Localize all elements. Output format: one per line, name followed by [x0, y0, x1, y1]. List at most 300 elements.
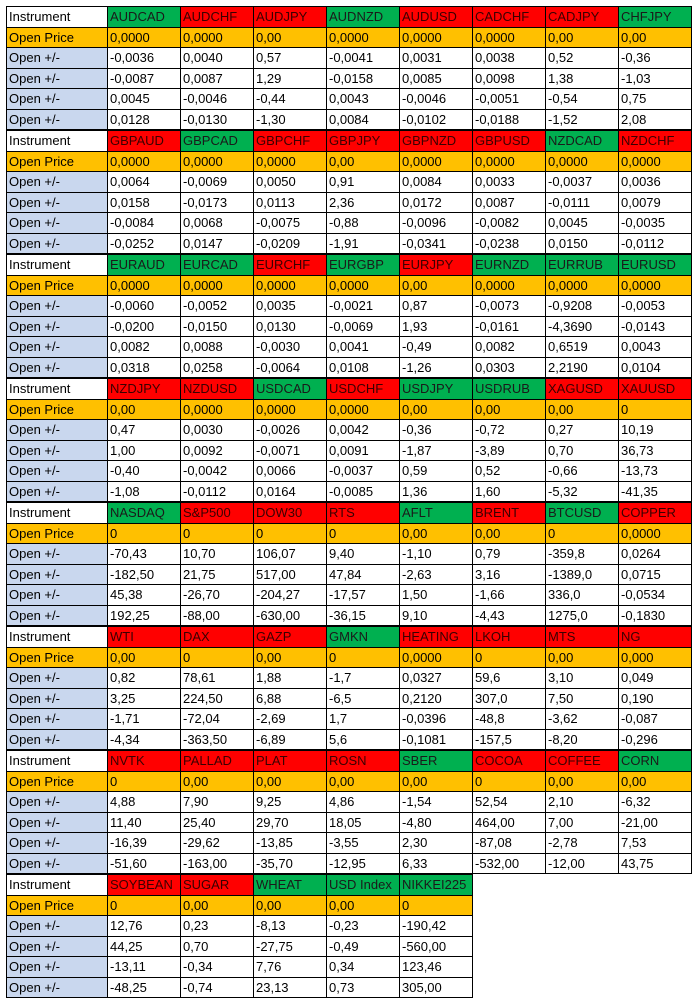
open-change-label: Open +/- — [7, 357, 108, 378]
empty-cell — [473, 957, 546, 978]
open-change-label: Open +/- — [7, 481, 108, 502]
open-change-value: 1275,0 — [546, 605, 619, 626]
open-change-value: -0,0035 — [619, 213, 692, 234]
open-change-value: -0,0102 — [400, 109, 473, 130]
open-change-value: -163,00 — [181, 853, 254, 874]
open-change-row — [7, 853, 692, 874]
open-price-value: 0,00 — [181, 895, 254, 916]
open-change-row — [7, 109, 692, 130]
open-change-value: -0,0534 — [619, 585, 692, 606]
instrument-label: Instrument — [7, 255, 108, 276]
open-change-value: 0,190 — [619, 688, 692, 709]
instrument-name-nasdaq: NASDAQ — [108, 503, 181, 524]
instrument-name-soybean: SOYBEAN — [108, 875, 181, 896]
open-change-value: 1,93 — [400, 316, 473, 337]
instrument-name-nzdchf: NZDCHF — [619, 131, 692, 152]
open-change-value: -87,08 — [473, 833, 546, 854]
open-change-value: 305,00 — [400, 977, 473, 998]
open-change-value: 0,70 — [181, 936, 254, 957]
empty-cell — [546, 916, 618, 937]
instrument-name-coffee: COFFEE — [546, 751, 619, 772]
open-change-value: -0,0046 — [181, 89, 254, 110]
open-price-value: 0 — [254, 523, 327, 544]
instrument-header-row — [7, 131, 692, 152]
open-change-value: -0,0112 — [619, 233, 692, 254]
open-change-row — [7, 936, 690, 957]
open-change-row — [7, 233, 692, 254]
empty-cell — [618, 916, 690, 937]
open-change-value: 2,10 — [546, 792, 619, 813]
open-change-row — [7, 48, 692, 69]
open-price-value: 0,00 — [108, 399, 181, 420]
open-change-value: 0,0303 — [473, 357, 546, 378]
open-price-value: 0,0000 — [181, 399, 254, 420]
instrument-name-usdchf: USDCHF — [327, 379, 400, 400]
open-change-value: -0,0396 — [400, 709, 473, 730]
open-change-row — [7, 357, 692, 378]
open-change-value: -3,89 — [473, 440, 546, 461]
open-change-row — [7, 440, 692, 461]
open-change-value: 106,07 — [254, 544, 327, 565]
open-change-label: Open +/- — [7, 440, 108, 461]
open-change-value: -0,0051 — [473, 89, 546, 110]
instrument-name-nzdcad: NZDCAD — [546, 131, 619, 152]
open-change-value: 0,0066 — [254, 461, 327, 482]
instrument-label: Instrument — [7, 751, 108, 772]
open-change-value: 0,2120 — [400, 688, 473, 709]
instrument-name-btcusd: BTCUSD — [546, 503, 619, 524]
open-price-value: 0,0000 — [619, 523, 692, 544]
open-change-label: Open +/- — [7, 605, 108, 626]
open-price-row — [7, 647, 692, 668]
open-change-value: -51,60 — [108, 853, 181, 874]
open-change-value: 7,50 — [546, 688, 619, 709]
open-change-value: -1,30 — [254, 109, 327, 130]
open-change-label: Open +/- — [7, 585, 108, 606]
open-change-value: 336,0 — [546, 585, 619, 606]
instrument-header-row — [7, 255, 692, 276]
open-change-value: -1,7 — [327, 668, 400, 689]
open-change-value: -0,49 — [327, 936, 400, 957]
open-price-value: 0,0000 — [619, 151, 692, 172]
open-change-value: -0,36 — [400, 420, 473, 441]
open-change-value: -0,0087 — [108, 68, 181, 89]
open-price-value: 0 — [473, 771, 546, 792]
open-change-value: -1,26 — [400, 357, 473, 378]
open-change-row — [7, 461, 692, 482]
instrument-name-euraud: EURAUD — [108, 255, 181, 276]
open-change-value: -70,43 — [108, 544, 181, 565]
open-change-value: 9,40 — [327, 544, 400, 565]
instrument-name-mts: MTS — [546, 627, 619, 648]
instrument-name-wti: WTI — [108, 627, 181, 648]
open-change-value: -16,39 — [108, 833, 181, 854]
instrument-name-gbpcad: GBPCAD — [181, 131, 254, 152]
open-change-label: Open +/- — [7, 668, 108, 689]
open-price-value: 0,00 — [181, 771, 254, 792]
open-change-row — [7, 544, 692, 565]
open-change-value: 0,79 — [473, 544, 546, 565]
open-change-value: 23,13 — [254, 977, 327, 998]
instrument-block — [6, 130, 692, 254]
open-change-value: -1,91 — [327, 233, 400, 254]
open-change-row — [7, 957, 690, 978]
empty-cell — [473, 916, 546, 937]
open-change-value: 0,91 — [327, 172, 400, 193]
open-price-value: 0,0000 — [327, 27, 400, 48]
open-change-value: 464,00 — [473, 812, 546, 833]
open-change-value: 52,54 — [473, 792, 546, 813]
open-change-value: 1,38 — [546, 68, 619, 89]
open-change-value: 6,88 — [254, 688, 327, 709]
open-price-value: 0 — [619, 399, 692, 420]
open-change-value: 2,08 — [619, 109, 692, 130]
instrument-name-gazp: GAZP — [254, 627, 327, 648]
open-change-value: 0,0318 — [108, 357, 181, 378]
open-change-value: 0,0035 — [254, 296, 327, 317]
open-change-row — [7, 337, 692, 358]
open-change-value: 0,0043 — [327, 89, 400, 110]
open-change-value: -0,0037 — [327, 461, 400, 482]
open-change-value: -0,0030 — [254, 337, 327, 358]
open-change-value: -0,0071 — [254, 440, 327, 461]
instrument-name-ng: NG — [619, 627, 692, 648]
instrument-name-cadchf: CADCHF — [473, 7, 546, 28]
open-price-value: 0 — [181, 523, 254, 544]
open-change-value: 123,46 — [400, 957, 473, 978]
open-change-value: -21,00 — [619, 812, 692, 833]
open-change-value: -17,57 — [327, 585, 400, 606]
empty-cell — [546, 977, 618, 998]
open-change-value: 9,25 — [254, 792, 327, 813]
open-change-row — [7, 833, 692, 854]
open-change-value: -0,0209 — [254, 233, 327, 254]
instrument-name-chfjpy: CHFJPY — [619, 7, 692, 28]
open-change-value: -0,23 — [327, 916, 400, 937]
open-change-value: -0,0064 — [254, 357, 327, 378]
open-change-value: -532,00 — [473, 853, 546, 874]
open-change-value: -157,5 — [473, 729, 546, 750]
instrument-name-xagusd: XAGUSD — [546, 379, 619, 400]
open-change-value: 12,76 — [108, 916, 181, 937]
open-change-value: 59,6 — [473, 668, 546, 689]
open-change-value: -0,0158 — [327, 68, 400, 89]
open-price-value: 0,0000 — [327, 399, 400, 420]
open-change-row — [7, 316, 692, 337]
open-price-label: Open Price — [7, 895, 108, 916]
open-change-label: Open +/- — [7, 812, 108, 833]
empty-cell — [473, 875, 546, 896]
open-change-label: Open +/- — [7, 337, 108, 358]
open-price-value: 0,00 — [546, 27, 619, 48]
open-change-value: 7,00 — [546, 812, 619, 833]
instrument-name-cocoa: COCOA — [473, 751, 546, 772]
open-price-value: 0,00 — [473, 399, 546, 420]
open-change-value: 29,70 — [254, 812, 327, 833]
open-change-value: -0,0082 — [473, 213, 546, 234]
instrument-name-audchf: AUDCHF — [181, 7, 254, 28]
open-price-value: 0,0000 — [181, 27, 254, 48]
open-change-row — [7, 192, 692, 213]
open-change-value: 0,0041 — [327, 337, 400, 358]
open-change-value: 0,0150 — [546, 233, 619, 254]
instrument-name-wheat: WHEAT — [254, 875, 327, 896]
open-change-value: 0,0327 — [400, 668, 473, 689]
open-change-value: 2,36 — [327, 192, 400, 213]
open-price-row — [7, 151, 692, 172]
open-change-value: -0,44 — [254, 89, 327, 110]
open-change-value: -6,5 — [327, 688, 400, 709]
instrument-name-nzdjpy: NZDJPY — [108, 379, 181, 400]
open-price-value: 0,0000 — [254, 275, 327, 296]
instrument-name-sugar: SUGAR — [181, 875, 254, 896]
open-change-label: Open +/- — [7, 833, 108, 854]
open-price-row — [7, 399, 692, 420]
open-change-value: -88,00 — [181, 605, 254, 626]
open-change-value: -0,49 — [400, 337, 473, 358]
open-change-value: -0,88 — [327, 213, 400, 234]
open-change-value: -41,35 — [619, 481, 692, 502]
open-change-value: -0,1081 — [400, 729, 473, 750]
open-change-value: 25,40 — [181, 812, 254, 833]
open-change-value: -0,0075 — [254, 213, 327, 234]
open-change-row — [7, 172, 692, 193]
open-change-row — [7, 668, 692, 689]
open-change-value: 0,0158 — [108, 192, 181, 213]
instrument-name-usdcad: USDCAD — [254, 379, 327, 400]
open-price-value: 0 — [327, 647, 400, 668]
open-change-value: 0,34 — [327, 957, 400, 978]
open-change-value: -0,74 — [181, 977, 254, 998]
open-change-value: -36,15 — [327, 605, 400, 626]
instrument-block — [6, 254, 692, 378]
open-price-value: 0,00 — [400, 275, 473, 296]
open-change-value: 0,0082 — [473, 337, 546, 358]
empty-cell — [618, 895, 690, 916]
open-change-label: Open +/- — [7, 709, 108, 730]
open-price-value: 0,0000 — [473, 151, 546, 172]
open-price-value: 0,00 — [254, 771, 327, 792]
open-price-value: 0,0000 — [108, 275, 181, 296]
open-change-value: 0,0113 — [254, 192, 327, 213]
open-change-value: 78,61 — [181, 668, 254, 689]
instrument-name-lkoh: LKOH — [473, 627, 546, 648]
open-price-label: Open Price — [7, 275, 108, 296]
instrument-header-row — [7, 875, 690, 896]
open-change-label: Open +/- — [7, 564, 108, 585]
open-change-value: -0,0069 — [181, 172, 254, 193]
open-change-value: 21,75 — [181, 564, 254, 585]
instrument-name-gbpusd: GBPUSD — [473, 131, 546, 152]
open-price-value: 0,00 — [254, 27, 327, 48]
instrument-header-row — [7, 627, 692, 648]
open-change-value: 0,6519 — [546, 337, 619, 358]
instrument-block — [6, 750, 692, 874]
open-price-row — [7, 771, 692, 792]
open-change-value: 0,0031 — [400, 48, 473, 69]
instrument-name-gbpnzd: GBPNZD — [400, 131, 473, 152]
open-change-label: Open +/- — [7, 936, 108, 957]
instrument-name-audnzd: AUDNZD — [327, 7, 400, 28]
open-change-value: -0,0084 — [108, 213, 181, 234]
open-change-value: 0,0108 — [327, 357, 400, 378]
open-change-label: Open +/- — [7, 729, 108, 750]
open-change-value: 0,0128 — [108, 109, 181, 130]
open-price-value: 0,0000 — [181, 151, 254, 172]
open-change-value: -0,0111 — [546, 192, 619, 213]
open-price-value: 0,00 — [108, 647, 181, 668]
open-price-value: 0,0000 — [108, 27, 181, 48]
instrument-name-nzdusd: NZDUSD — [181, 379, 254, 400]
open-price-label: Open Price — [7, 771, 108, 792]
instrument-name-eurcad: EURCAD — [181, 255, 254, 276]
open-change-value: -0,0188 — [473, 109, 546, 130]
instrument-name-dow30: DOW30 — [254, 503, 327, 524]
instrument-name-usdjpy: USDJPY — [400, 379, 473, 400]
open-change-value: 1,36 — [400, 481, 473, 502]
open-change-value: -0,0026 — [254, 420, 327, 441]
open-change-value: -0,296 — [619, 729, 692, 750]
open-change-value: 1,29 — [254, 68, 327, 89]
instrument-name-rosn: ROSN — [327, 751, 400, 772]
instrument-grid — [6, 6, 692, 998]
open-price-value: 0,000 — [619, 647, 692, 668]
open-change-value: -1389,0 — [546, 564, 619, 585]
open-change-value: -13,73 — [619, 461, 692, 482]
open-change-value: -1,87 — [400, 440, 473, 461]
open-change-value: -0,0150 — [181, 316, 254, 337]
open-change-value: 0,0084 — [400, 172, 473, 193]
open-price-value: 0,00 — [546, 399, 619, 420]
instrument-name-sber: SBER — [400, 751, 473, 772]
open-change-label: Open +/- — [7, 688, 108, 709]
open-price-value: 0 — [546, 523, 619, 544]
open-price-row — [7, 895, 690, 916]
open-change-value: 0,0264 — [619, 544, 692, 565]
open-price-value: 0 — [473, 647, 546, 668]
open-change-value: 0,0098 — [473, 68, 546, 89]
open-change-value: 1,7 — [327, 709, 400, 730]
open-change-value: 7,90 — [181, 792, 254, 813]
open-change-value: 5,6 — [327, 729, 400, 750]
open-change-value: -4,34 — [108, 729, 181, 750]
open-price-value: 0,0000 — [546, 151, 619, 172]
open-change-value: 0,0064 — [108, 172, 181, 193]
open-change-label: Open +/- — [7, 957, 108, 978]
instrument-name-gmkn: GMKN — [327, 627, 400, 648]
open-change-row — [7, 213, 692, 234]
open-change-value: 224,50 — [181, 688, 254, 709]
open-change-value: -0,0041 — [327, 48, 400, 69]
instrument-name-audjpy: AUDJPY — [254, 7, 327, 28]
open-price-value: 0,00 — [254, 895, 327, 916]
open-price-label: Open Price — [7, 27, 108, 48]
open-change-value: 0,0036 — [619, 172, 692, 193]
open-change-value: -0,0060 — [108, 296, 181, 317]
open-price-value: 0 — [327, 523, 400, 544]
open-change-value: 0,0082 — [108, 337, 181, 358]
open-change-label: Open +/- — [7, 48, 108, 69]
empty-cell — [473, 936, 546, 957]
open-change-value: -0,1830 — [619, 605, 692, 626]
instrument-block — [6, 6, 692, 130]
open-change-value: 0,0715 — [619, 564, 692, 585]
open-change-value: 517,00 — [254, 564, 327, 585]
open-price-value: 0,0000 — [254, 151, 327, 172]
open-change-value: -8,20 — [546, 729, 619, 750]
open-change-value: 0,47 — [108, 420, 181, 441]
open-change-value: -8,13 — [254, 916, 327, 937]
open-change-value: 0,52 — [546, 48, 619, 69]
open-change-value: 2,30 — [400, 833, 473, 854]
open-change-value: -0,0252 — [108, 233, 181, 254]
open-change-value: -26,70 — [181, 585, 254, 606]
instrument-name-rts: RTS — [327, 503, 400, 524]
open-change-value: -0,0069 — [327, 316, 400, 337]
open-change-value: -182,50 — [108, 564, 181, 585]
open-change-value: 0,23 — [181, 916, 254, 937]
open-change-value: -48,8 — [473, 709, 546, 730]
open-price-value: 0,00 — [400, 771, 473, 792]
instrument-name-xauusd: XAUUSD — [619, 379, 692, 400]
open-change-value: -204,27 — [254, 585, 327, 606]
open-change-label: Open +/- — [7, 544, 108, 565]
instrument-block — [6, 502, 692, 626]
open-change-value: -0,0036 — [108, 48, 181, 69]
open-change-value: -4,3690 — [546, 316, 619, 337]
open-change-value: 0,70 — [546, 440, 619, 461]
instrument-name-gbpaud: GBPAUD — [108, 131, 181, 152]
open-change-row — [7, 688, 692, 709]
open-change-value: 0,0045 — [546, 213, 619, 234]
instrument-name-dax: DAX — [181, 627, 254, 648]
open-change-value: -2,69 — [254, 709, 327, 730]
open-change-value: -1,66 — [473, 585, 546, 606]
open-price-value: 0,00 — [254, 647, 327, 668]
open-change-value: -630,00 — [254, 605, 327, 626]
open-price-value: 0,0000 — [619, 275, 692, 296]
instrument-name-eurgbp: EURGBP — [327, 255, 400, 276]
open-change-value: -0,0042 — [181, 461, 254, 482]
open-price-value: 0,00 — [327, 151, 400, 172]
open-change-value: -4,80 — [400, 812, 473, 833]
instrument-header-row — [7, 7, 692, 28]
instrument-label: Instrument — [7, 875, 108, 896]
open-price-value: 0,00 — [619, 27, 692, 48]
open-change-value: -190,42 — [400, 916, 473, 937]
open-change-value: -0,0053 — [619, 296, 692, 317]
open-price-value: 0 — [400, 895, 473, 916]
open-price-label: Open Price — [7, 523, 108, 544]
open-change-label: Open +/- — [7, 461, 108, 482]
open-price-value: 0 — [108, 895, 181, 916]
open-change-value: 18,05 — [327, 812, 400, 833]
instrument-name-eurjpy: EURJPY — [400, 255, 473, 276]
empty-cell — [546, 936, 618, 957]
open-change-value: 1,50 — [400, 585, 473, 606]
instrument-label: Instrument — [7, 131, 108, 152]
open-change-label: Open +/- — [7, 853, 108, 874]
open-change-label: Open +/- — [7, 68, 108, 89]
empty-cell — [618, 936, 690, 957]
open-price-label: Open Price — [7, 647, 108, 668]
instrument-name-eurusd: EURUSD — [619, 255, 692, 276]
open-change-value: 6,33 — [400, 853, 473, 874]
open-price-value: 0,0000 — [400, 647, 473, 668]
instrument-name-nikkei225: NIKKEI225 — [400, 875, 473, 896]
instrument-name-eurnzd: EURNZD — [473, 255, 546, 276]
open-change-label: Open +/- — [7, 192, 108, 213]
